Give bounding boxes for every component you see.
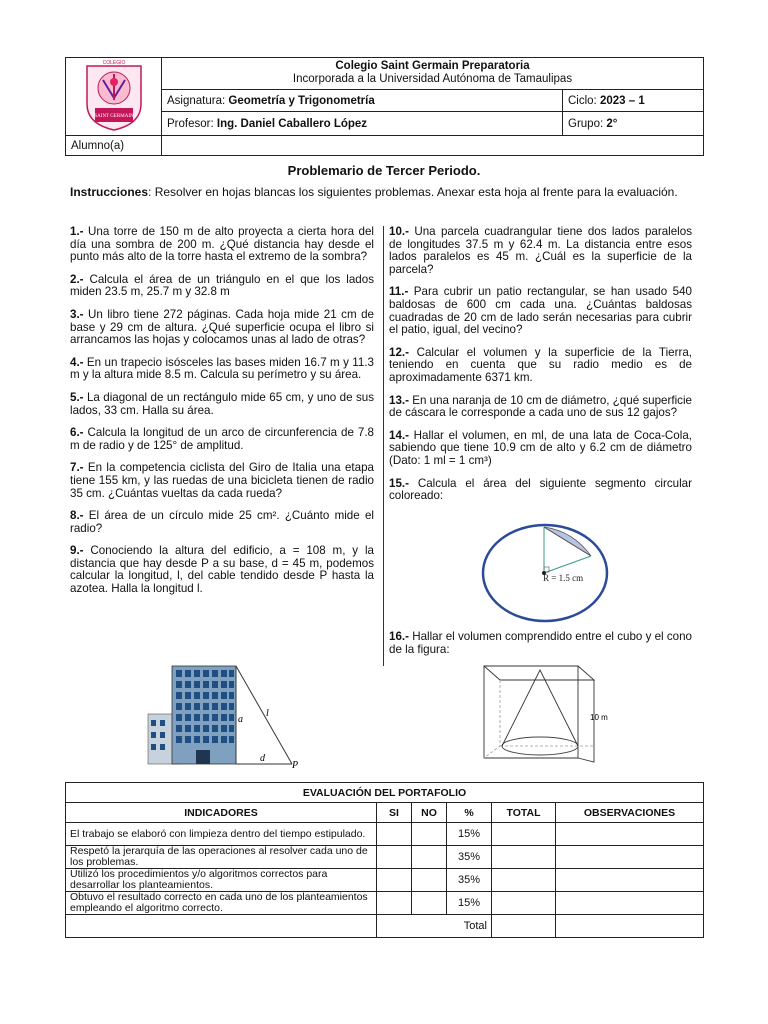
building-figure [140,664,310,772]
pct-cell: 15% [447,823,492,846]
school-affiliation: Incorporada a la Universidad Autónoma de Tamaulipas [292,73,573,86]
label-d: d [260,753,265,764]
col-no: NO [412,803,447,823]
problems-right-column [389,226,692,513]
indicator-text: Respetó la jerarquía de las operaciones al resolver cada uno de los problemas. [66,846,377,869]
problem-4: 4.- En un trapecio isósceles las bases miden 16.7 m y 11.3 m y la altura mide 8.5 m. Calcula su perímetro y su área. [70,355,374,382]
problem-16: 16.- Hallar el volumen comprendido entre el cubo y el cono de la figura: [389,630,692,656]
grand-total-cell[interactable] [492,915,556,938]
problem-8: 8.- El área de un círculo mide 25 cm². ¿Cuánto mide el radio? [70,509,374,535]
problem-11: 11.- Para cubrir un patio rectangular, se han usado 540 baldosas de 600 cm cada una. ¿Cuántas baldosas cuadradas de 20 cm de lado serán necesarias para cubrir el patio, igual, del vecino? [389,285,692,337]
logo-top-text: COLEGIO [102,60,125,66]
total-cell[interactable] [492,869,556,892]
label-p: P [292,760,299,771]
subject-cell [162,89,563,112]
problem-7: 7.- En la competencia ciclista del Giro de Italia una etapa tiene 155 km, y las ruedas de una bicicleta tienen de radio 35 cm. ¿Cuántas vueltas da cada rueda? [70,461,374,500]
evaluation-table [65,782,704,938]
problem-2: 2.- Calcula el área de un triángulo en el que los lados miden 23.5 m, 25.7 m y 32.8 m [70,272,374,299]
problem-1: 1.- Una torre de 150 m de alto proyecta a cierta hora del día una sombra de 200 m. ¿Qué distancia hay desde el punto más alto de la torre hasta el extremo de la sombra? [70,225,374,264]
column-divider [383,226,384,666]
school-name: Colegio Saint Germain Preparatoria [335,60,530,73]
student-label: Alumno(a) [71,139,125,152]
si-cell[interactable] [377,892,412,915]
cube-cone-figure [478,662,618,768]
cycle-label: Ciclo: [568,94,597,107]
problem-13: 13.- En una naranja de 10 cm de diámetro, ¿qué superficie de cáscara le corresponde a cada uno de sus 12 gajos? [389,393,692,420]
no-cell[interactable] [412,823,447,846]
group-label: Grupo: [568,117,604,130]
instructions-text: : Resolver en hojas blancas los siguientes problemas. Anexar esta hoja al frente para la evaluación. [148,185,678,199]
instructions [70,186,696,199]
logo-bottom-text: SAINT GERMAIN [93,114,134,119]
si-cell[interactable] [377,869,412,892]
group-value: 2° [606,117,618,130]
observaciones-cell[interactable] [556,869,704,892]
indicator-text: El trabajo se elaboró con limpieza dentro del tiempo estipulado. [66,823,377,846]
teacher-value: Ing. Daniel Caballero López [216,117,368,130]
problem-10: 10.- Una parcela cuadrangular tiene dos lados paralelos de longitudes 37.5 m y 62.4 m. La distancia entre esos lados paralelos es 45 m. ¿Cuál es la superficie de la parcela? [389,225,692,276]
table-row [66,846,704,869]
problem-9: 9.- Conociendo la altura del edificio, a = 108 m, y la distancia que hay desde P a su base, d = 45 m, podemos calcular la longitud, l, del cable tendido desde P hasta la azotea. Halla la longitud l. [70,544,374,596]
table-row [66,869,704,892]
page-title: Problemario de Tercer Periodo. [287,163,481,178]
total-label: Total [377,915,492,938]
indicator-text: Utilizó los procedimientos y/o algoritmos correctos para desarrollar los planteamientos. [66,869,377,892]
no-cell[interactable] [412,892,447,915]
table-row [66,823,704,846]
student-name-field[interactable] [162,136,704,156]
problem-3: 3.- Un libro tiene 272 páginas. Cada hoja mide 21 cm de base y 29 cm de altura. ¿Qué superficie ocupa el libro si arrancamos las hojas y colocamos unas al lado de otras? [70,307,374,347]
col-pct: % [447,803,492,823]
header-table [65,57,704,156]
subject-label: Asignatura: [167,94,226,107]
cone-sides [502,670,578,746]
si-cell[interactable] [377,846,412,869]
circle-segment-figure [480,522,610,624]
problem-6: 6.- Calcula la longitud de un arco de circunferencia de 7.8 m de radio y de 125° de amplitud. [70,426,374,452]
group-cell [563,112,704,136]
label-l: l [266,708,269,719]
cycle-cell [563,89,704,112]
teacher-label: Profesor: [167,117,214,130]
logo-cell [66,58,162,136]
observaciones-cell[interactable] [556,892,704,915]
no-cell[interactable] [412,869,447,892]
instructions-label: Instrucciones [70,185,149,199]
school-name-cell [162,58,704,90]
observaciones-cell[interactable] [556,823,704,846]
grand-observaciones-cell[interactable] [556,915,704,938]
school-logo-icon [83,58,145,132]
evaluation-title: EVALUACIÓN DEL PORTAFOLIO [66,783,704,803]
no-cell[interactable] [412,846,447,869]
col-total: TOTAL [492,803,556,823]
problem-12: 12.- Calcular el volumen y la superficie de la Tierra, teniendo en cuenta que su radio medio es de aproximadamente 6371 km. [389,345,692,384]
label-a: a [238,714,243,725]
col-indicadores: INDICADORES [66,803,377,823]
total-row [66,915,704,938]
cable-line [236,666,292,764]
total-cell[interactable] [492,892,556,915]
problem-14: 14.- Hallar el volumen, en ml, de una lata de Coca-Cola, sabiendo que tiene 10.9 cm de alto y 6.2 cm de diámetro (Dato: 1 ml = 1 cm³) [389,428,692,467]
building-door [196,750,210,764]
cube-side-label: 10 m [590,713,608,722]
col-si: SI [377,803,412,823]
observaciones-cell[interactable] [556,846,704,869]
total-cell[interactable] [492,823,556,846]
problems-left-column [70,226,374,606]
teacher-cell [162,112,563,136]
pct-cell: 35% [447,869,492,892]
indicator-text: Obtuvo el resultado correcto en cada uno de los planteamientos empleando el algoritmo correcto. [66,892,377,915]
pct-cell: 15% [447,892,492,915]
table-row [66,892,704,915]
col-observaciones: OBSERVACIONES [556,803,704,823]
pct-cell: 35% [447,846,492,869]
student-label-cell [66,136,162,156]
problem-15: 15.- Calcula el área del siguiente segmento circular coloreado: [389,476,692,503]
cycle-value: 2023 – 1 [599,94,645,107]
radius-label: R = 1.5 cm [543,573,584,583]
si-cell[interactable] [377,823,412,846]
problem-5: 5.- La diagonal de un rectángulo mide 65 cm, y uno de sus lados, 33 cm. Halla su área. [70,390,374,417]
total-cell[interactable] [492,846,556,869]
subject-value: Geometría y Trigonometría [228,94,375,107]
